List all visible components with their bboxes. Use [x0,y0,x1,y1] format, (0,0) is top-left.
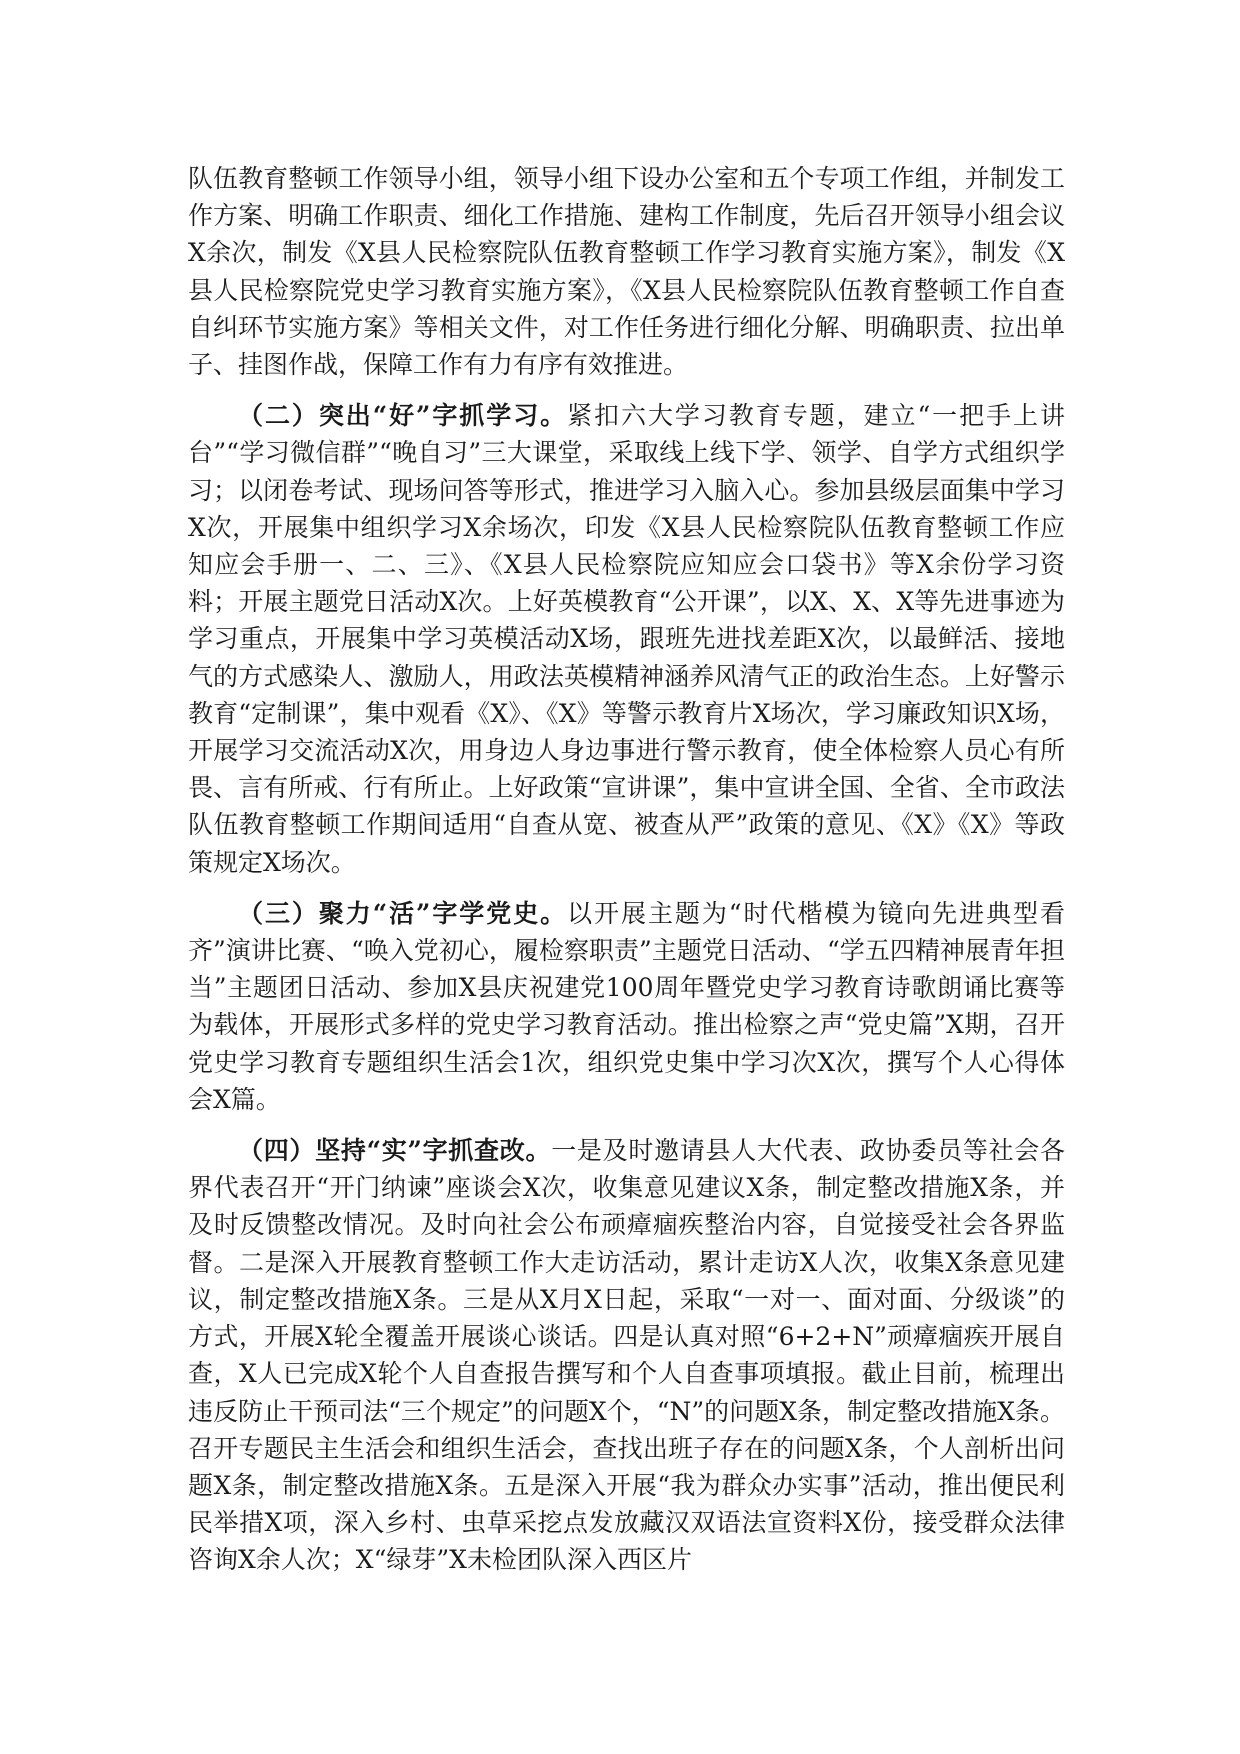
paragraph-2-text: 紧扣六大学习教育专题，建立“一把手上讲台”“学习微信群”“晚自习”三大课堂，采取线上线下学、领学、自学方式组织学习；以闭卷考试、现场问答等形式，推进学习入脑入心。参加县级层面集中学习X次，开展集中组织学习X余场次，印发《X县人民检察院队伍教育整顿工作应知应会手册一、二、三》、《X县人民检察院应知应会口袋书》等X余份学习资料；开展主题党日活动X次。上好英模教育“公开课”，以X、X、X等先进事迹为学习重点，开展集中学习英模活动X场，跟班先进找差距X次，以最鲜活、接地气的方式感染人、激励人，用政法英模精神涵养风清气正的政治生态。上好警示教育“定制课”，集中观看《X》、《X》等警示教育片X场次，学习廉政知识X场，开展学习交流活动X次，用身边人身边事进行警示教育，使全体检察人员心有所畏、言有所戒、行有所止。上好政策“宣讲课”，集中宣讲全国、全省、全市政法队伍教育整顿工作期间适用“自查从宽、被查从严”政策的意见、《X》《X》等政策规定X场次。 [188,401,1065,877]
paragraph-4-text: 一是及时邀请县人大代表、政协委员等社会各界代表召开“开门纳谏”座谈会X次，收集意见建议X条，制定整改措施X条，并及时反馈整改情况。及时向社会公布顽瘴痼疾整治内容，自觉接受社会各界监督。二是深入开展教育整顿工作大走访活动，累计走访X人次，收集X条意见建议，制定整改措施X条。三是从X月X日起，采取“一对一、面对面、分级谈”的方式，开展X轮全覆盖开展谈心谈话。四是认真对照“6+2+N”顽瘴痼疾开展自查，X人已完成X轮个人自查报告撰写和个人自查事项填报。截止目前，梳理出违反防止干预司法“三个规定”的问题X个，“N”的问题X条，制定整改措施X条。召开专题民主生活会和组织生活会，查找出班子存在的问题X条，个人剖析出问题X条，制定整改措施X条。五是深入开展“我为群众办实事”活动，推出便民利民举措X项，深入乡村、虫草采挖点发放藏汉双语法宣资料X份，接受群众法律咨询X余人次；X“绿芽”X未检团队深入西区片 [188,1136,1065,1575]
paragraph-3-text: 以开展主题为“时代楷模为镜向先进典型看齐”演讲比赛、“唤入党初心，履检察职责”主题党日活动、“学五四精神展青年担当”主题团日活动、参加X县庆祝建党100周年暨党史学习教育诗歌朗诵比赛等为载体，开展形式多样的党史学习教育活动。推出检察之声“党史篇”X期，召开党史学习教育专题组织生活会1次，组织党史集中学习次X次，撰写个人心得体会X篇。 [188,898,1065,1114]
section-heading-4: （四）坚持“实”字抓查改。 [238,1136,552,1166]
paragraph-3 [188,895,1065,1118]
section-heading-2: （二）突出“好”字抓学习。 [238,401,568,431]
document-body [188,160,1065,1579]
paragraph-1 [188,160,1065,383]
paragraph-2 [188,397,1065,881]
paragraph-4 [188,1132,1065,1578]
paragraph-1-text: 队伍教育整顿工作领导小组，领导小组下设办公室和五个专项工作组，并制发工作方案、明确工作职责、细化工作措施、建构工作制度，先后召开领导小组会议X余次，制发《X县人民检察院队伍教育整顿工作学习教育实施方案》，制发《X县人民检察院党史学习教育实施方案》，《X县人民检察院队伍教育整顿工作自查自纠环节实施方案》等相关文件，对工作任务进行细化分解、明确职责、拉出单子、挂图作战，保障工作有力有序有效推进。 [188,164,1065,380]
section-heading-3: （三）聚力“活”字学党史。 [238,898,568,928]
